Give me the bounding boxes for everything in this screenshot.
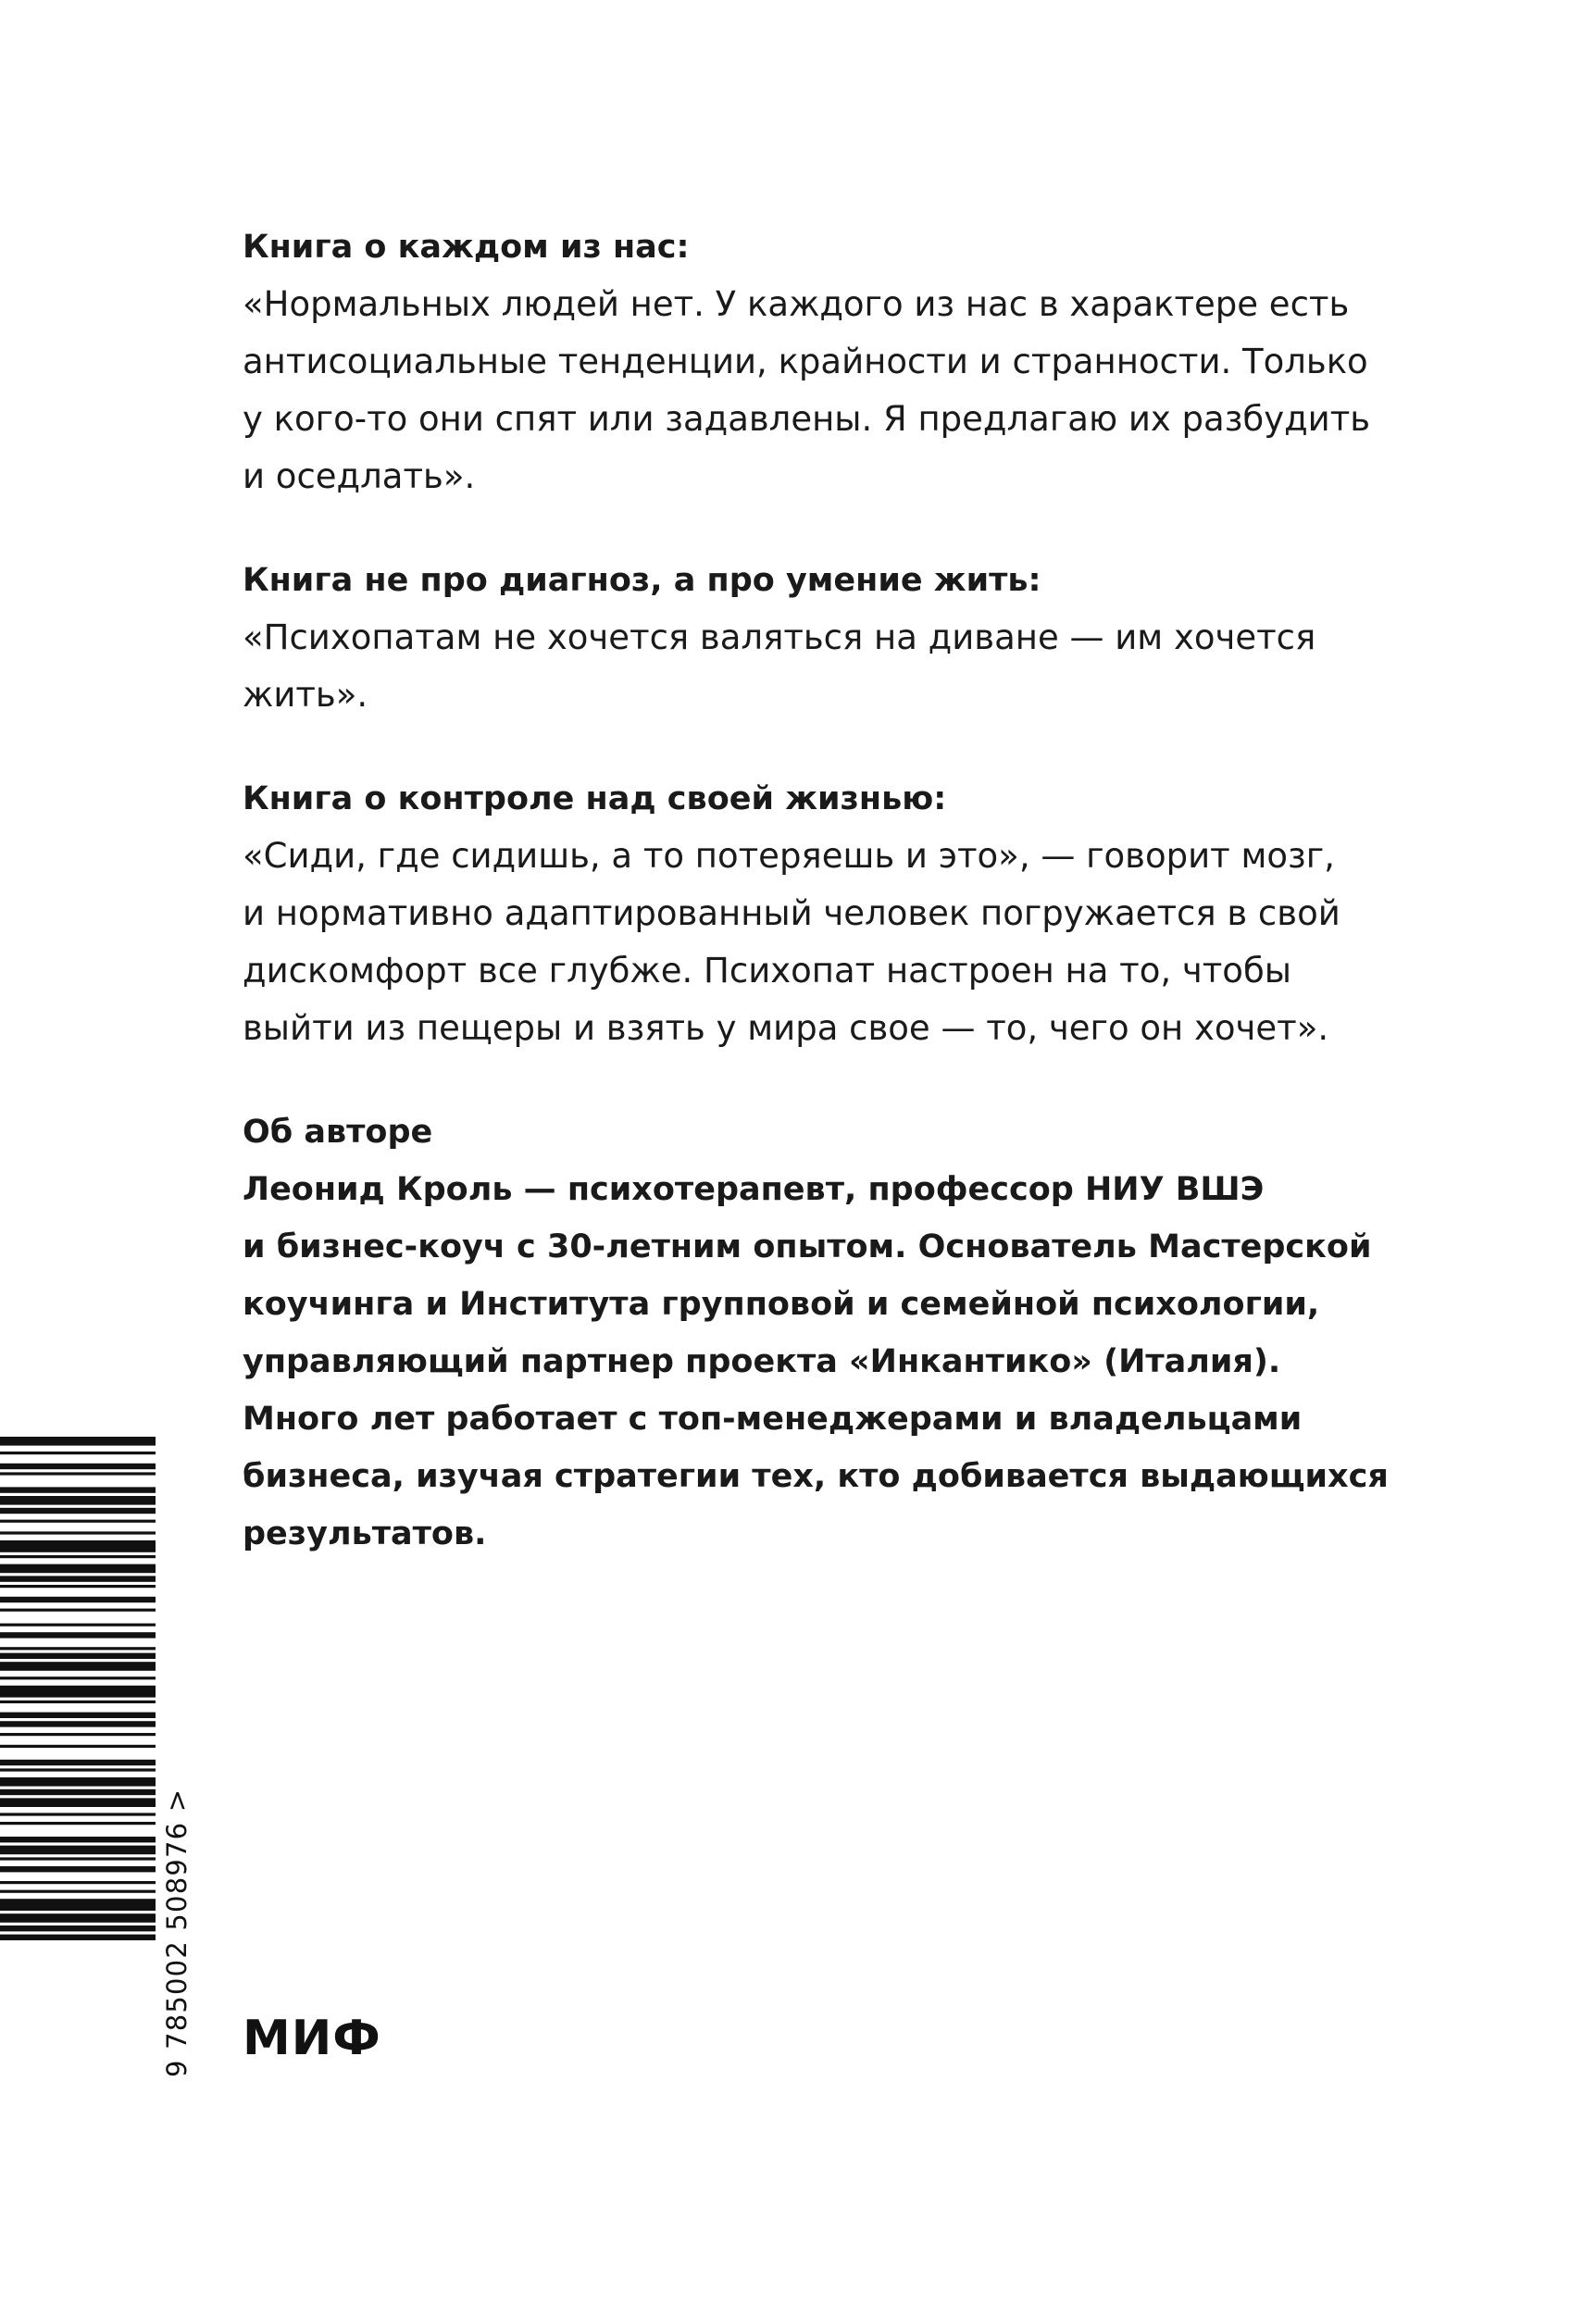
barcode-bar [0, 1798, 156, 1807]
barcode-bar [0, 1701, 156, 1703]
author-bio-line: результатов. [243, 1515, 487, 1552]
quote-line: «Нормальных людей нет. У каждого из нас в характере есть [243, 284, 1350, 324]
section-control [243, 770, 1474, 1057]
quote-line: дискомфорт все глубже. Психопат настроен на то, чтобы [243, 951, 1291, 991]
barcode-bar [0, 1437, 156, 1446]
section-about-everyone [243, 218, 1474, 505]
barcode-bar [0, 1899, 156, 1911]
section-about-author [243, 1103, 1474, 1563]
isbn-barcode [0, 1433, 167, 2081]
quote-line: «Сиди, где сидишь, а то потеряешь и это», — говорит мозг, [243, 836, 1335, 876]
author-bio-line: Много лет работает с топ-менеджерами и владельцами [243, 1401, 1303, 1438]
author-bio-line: бизнеса, изучая стратегии тех, кто добивается выдающихся [243, 1458, 1389, 1495]
barcode-bar [0, 1540, 156, 1552]
quote-line: выйти из пещеры и взять у мира свое — то, чего он хочет». [243, 1008, 1329, 1048]
barcode-bar [0, 1487, 156, 1492]
quote-line: антисоциальные тенденции, крайности и странности. Только [243, 342, 1368, 381]
quote-line: жить». [243, 675, 368, 715]
barcode-bar [0, 1508, 156, 1514]
barcode-bar [0, 1624, 156, 1626]
barcode-bar [0, 1837, 156, 1842]
barcode-bar [0, 1464, 156, 1469]
quote-line: и нормативно адаптированный человек погружается в свой [243, 893, 1340, 933]
barcode-bar [0, 1632, 156, 1638]
barcode-bar [0, 1647, 156, 1650]
author-bio-line: и бизнес-коуч с 30-летним опытом. Основатель Мастерской [243, 1228, 1372, 1265]
barcode-bar [0, 1857, 156, 1860]
barcode-bar [0, 1768, 156, 1771]
barcode-bar [0, 1733, 156, 1736]
barcode-bar [0, 1496, 156, 1505]
barcode-bar [0, 1866, 156, 1872]
quote-line: «Психопатам не хочется валяться на диване — им хочется [243, 617, 1316, 657]
barcode-bar [0, 1472, 156, 1475]
barcode-bar [0, 1564, 156, 1574]
barcode-bar [0, 1662, 156, 1671]
barcode-bar [0, 1531, 156, 1534]
barcode-bar [0, 1913, 156, 1923]
author-heading: Об авторе [243, 1114, 433, 1151]
barcode-bar [0, 1676, 156, 1679]
barcode-bar [0, 1846, 156, 1855]
barcode-bar [0, 1813, 156, 1815]
isbn-digits: 9 785002 508976 > [161, 1788, 193, 2077]
quote-line: у кого-то они спят или задавлены. Я предлагаю их разбудить [243, 399, 1371, 439]
barcode-bar [0, 1890, 156, 1893]
barcode-bar [0, 1935, 156, 1940]
author-bio-line: коучинга и Института групповой и семейной психологии, [243, 1286, 1320, 1323]
barcode-bar [0, 1760, 156, 1765]
barcode-bar [0, 1881, 156, 1884]
barcode-bar [0, 1789, 156, 1795]
barcode-bar [0, 1745, 156, 1748]
section-heading: Книга о каждом из нас: [243, 229, 690, 266]
barcode-bar [0, 1585, 156, 1588]
barcode-bar [0, 1520, 156, 1523]
publisher-logo: МИФ [243, 2011, 381, 2066]
section-heading: Книга о контроле над своей жизнью: [243, 780, 947, 817]
quote-line: и оседлать». [243, 456, 476, 496]
barcode-bar [0, 1777, 156, 1787]
barcode-bar [0, 1925, 156, 1931]
barcode-bar [0, 1721, 156, 1726]
author-bio-line: Леонид Кроль — психотерапевт, профессор НИУ ВШЭ [243, 1171, 1265, 1208]
author-bio-line: управляющий партнер проекта «Инкантико» (Италия). [243, 1343, 1281, 1380]
barcode-bar [0, 1653, 156, 1659]
barcode-bar [0, 1576, 156, 1581]
back-cover-text [243, 218, 1474, 1609]
barcode-bar [0, 1686, 156, 1698]
barcode-bar [0, 1452, 156, 1454]
barcode-bar [0, 1609, 156, 1612]
barcode-bar [0, 1555, 156, 1558]
barcode-bar [0, 1822, 156, 1825]
section-heading: Книга не про диагноз, а про умение жить: [243, 562, 1041, 599]
barcode-bar [0, 1713, 156, 1718]
section-not-diagnosis [243, 552, 1474, 724]
barcode-bar [0, 1597, 156, 1602]
